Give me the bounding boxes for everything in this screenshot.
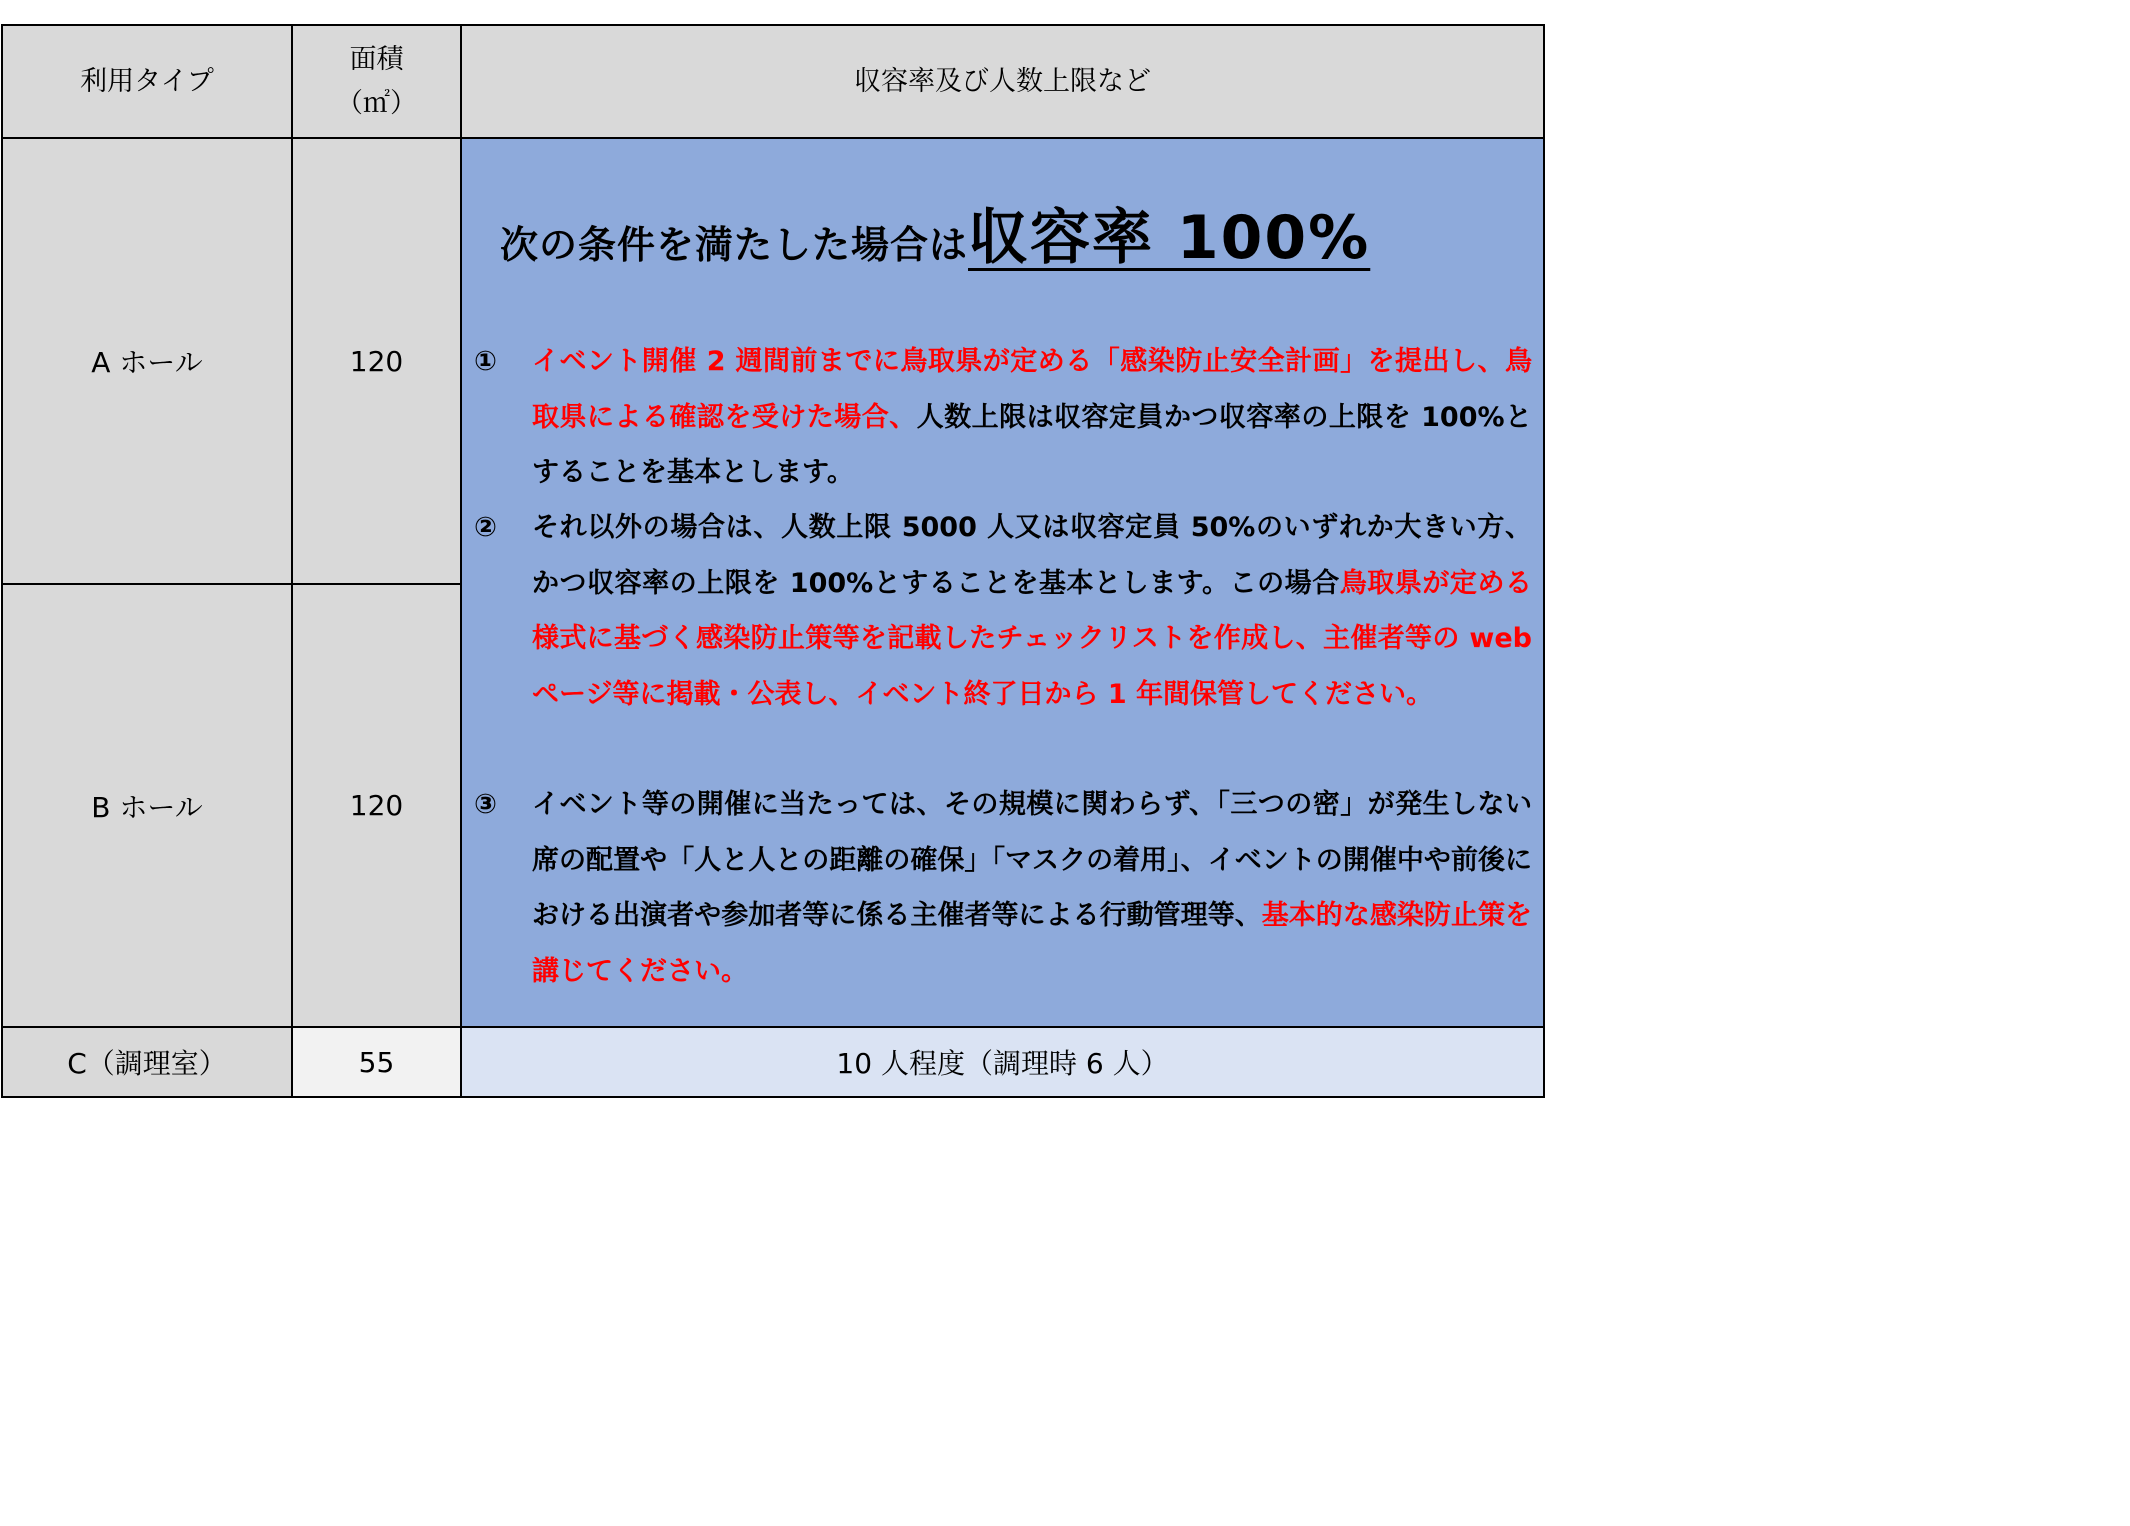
header-type-label: 利用タイプ bbox=[80, 65, 214, 97]
row-a-type bbox=[3, 139, 291, 583]
item-highlight-text: イベント開催 2 週間前までに鳥取県が定める「感染防止安全計画」を提出し、鳥取県による確認を受けた場合、 bbox=[532, 346, 1532, 433]
condition-item-1 bbox=[474, 334, 1532, 501]
row-c-area-value: 55 bbox=[358, 1045, 395, 1079]
row-b-area bbox=[293, 585, 460, 1026]
item-highlight-text: 鳥取県が定める様式に基づく感染防止策等を記載したチェックリストを作成し、主催者等の web ページ等に掲載・公表し、イベント終了日から 1 年間保管してください。 bbox=[532, 567, 1533, 710]
divider bbox=[3, 137, 1543, 139]
divider bbox=[3, 1026, 1543, 1028]
header-capacity bbox=[462, 26, 1543, 137]
item-highlight-text: 基本的な感染防止策を講じてください。 bbox=[532, 900, 1532, 987]
capacity-headline bbox=[500, 190, 1370, 276]
row-a-area-value: 120 bbox=[349, 344, 404, 378]
item-text: 人数上限は収容定員かつ収容率の上限を 100%とすることを基本とします。 bbox=[532, 401, 1533, 488]
divider bbox=[3, 583, 462, 585]
header-type bbox=[3, 26, 291, 137]
item-text: それ以外の場合は、人数上限 5000 人又は収容定員 50%のいずれか大きい方、かつ収容率の上限を 100%とすることを基本とします。この場合 bbox=[532, 512, 1532, 599]
headline-lead: 次の条件を満たした場合は bbox=[500, 223, 969, 267]
condition-item-3 bbox=[474, 777, 1532, 999]
row-c-capacity bbox=[462, 1028, 1543, 1096]
divider bbox=[460, 26, 462, 1096]
item-marker: ② bbox=[474, 512, 497, 543]
header-capacity-label: 収容率及び人数上限など bbox=[854, 65, 1151, 97]
item-marker: ① bbox=[474, 346, 497, 377]
row-b-type bbox=[3, 585, 291, 1026]
row-a-area bbox=[293, 139, 460, 583]
row-c-capacity-value: 10 人程度（調理時 6 人） bbox=[836, 1047, 1169, 1080]
row-c-area bbox=[293, 1028, 460, 1096]
header-area-label: 面積 bbox=[349, 44, 404, 76]
item-marker: ③ bbox=[474, 789, 497, 820]
row-b-area-value: 120 bbox=[349, 789, 404, 822]
header-area bbox=[293, 26, 460, 137]
row-c-type bbox=[3, 1028, 291, 1096]
row-a-type-label: A ホール bbox=[91, 346, 203, 379]
headline-emphasis: 収容率 100% bbox=[968, 203, 1371, 273]
item-text: イベント等の開催に当たっては、その規模に関わらず、「三つの密」が発生しない席の配置や「人と人との距離の確保」「マスクの着用」、イベントの開催中や前後における出演者や参加者等に係る主催者等による行動管理等、 bbox=[532, 789, 1532, 931]
row-c-type-label: C（調理室） bbox=[67, 1047, 227, 1080]
header-area-unit: （㎡） bbox=[336, 87, 417, 119]
divider bbox=[291, 26, 293, 1096]
condition-item-2 bbox=[474, 500, 1532, 722]
row-b-type-label: B ホール bbox=[91, 790, 203, 824]
